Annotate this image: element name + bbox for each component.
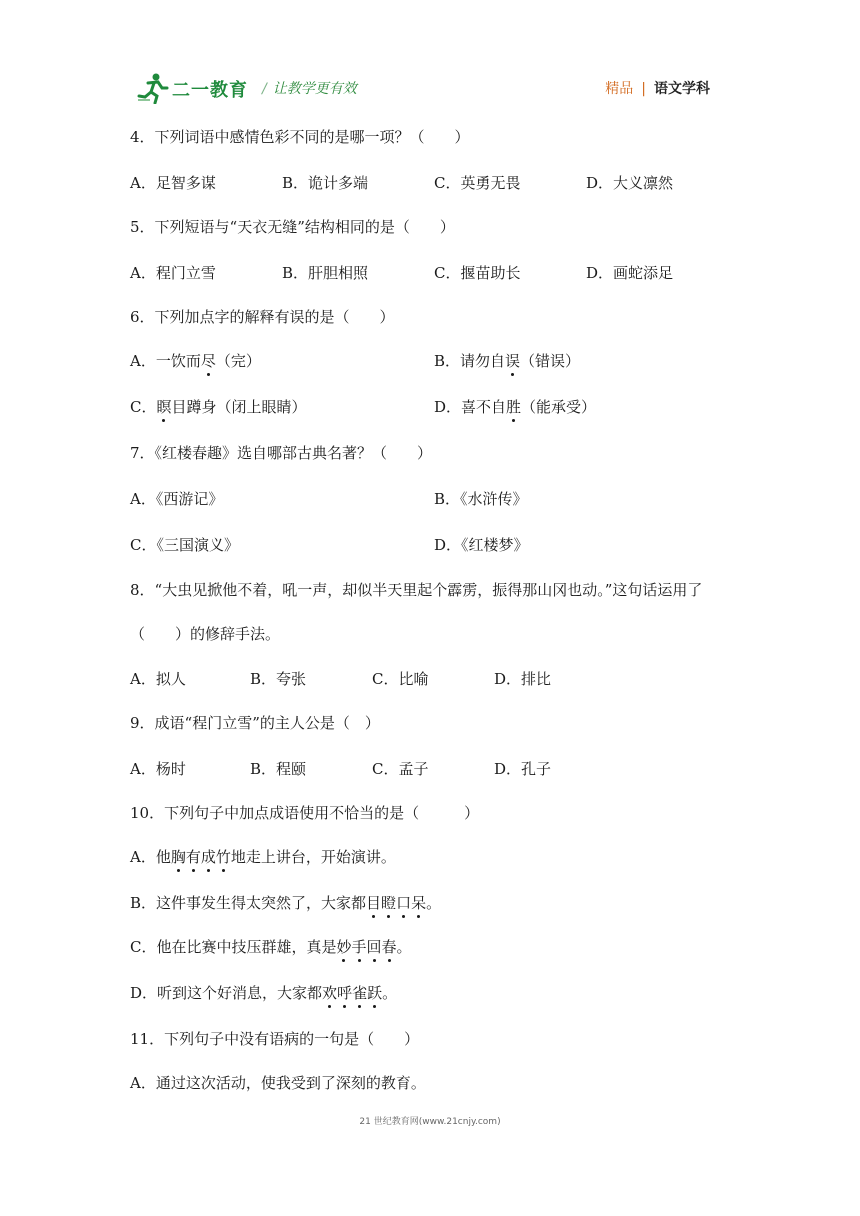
option-text: 。	[396, 938, 412, 956]
option-b: B．诡计多端	[282, 174, 369, 192]
dotted-char: 欢	[322, 984, 338, 1002]
option-b: B．肝胆相照	[282, 264, 369, 282]
tag-divider: |	[641, 81, 646, 97]
option-b: B．《水浒传》	[434, 490, 528, 508]
option-d: D．大义凛然	[586, 174, 674, 192]
question-stem: 7．《红楼春趣》选自哪部古典名著？（ ）	[130, 444, 433, 462]
dotted-idiom	[336, 938, 396, 956]
option-text: （错误）	[520, 352, 581, 370]
question-stem: 5．下列短语与“天衣无缝”结构相同的是（ ）	[130, 218, 455, 236]
option-d: D．孔子	[494, 760, 552, 778]
subject-tag	[605, 78, 710, 98]
dotted-char: 有	[185, 848, 201, 866]
question-stem: 6．下列加点字的解释有误的是（ ）	[130, 308, 395, 326]
slogan-text: 让教学更有效	[272, 81, 357, 97]
logo-text: 二一教育	[172, 80, 248, 101]
question-stem: 11．下列句子中没有语病的一句是（ ）	[130, 1030, 420, 1048]
option-text: （完）	[215, 352, 261, 370]
option-d: D．画蛇添足	[586, 264, 674, 282]
dotted-char: 竹	[215, 848, 231, 866]
option-b	[434, 350, 580, 372]
option-b	[130, 892, 441, 914]
dotted-char: 误	[505, 352, 521, 370]
option-d: D．《红楼梦》	[434, 536, 529, 554]
option-text: A．他	[130, 848, 171, 866]
option-c: C．孟子	[372, 760, 429, 778]
option-text: C．他在比赛中技压群雄，真是	[130, 938, 337, 956]
option-b: B．程颐	[250, 760, 307, 778]
option-text: 。	[382, 984, 398, 1002]
dotted-char: 瞑	[156, 398, 172, 416]
option-c: C．揠苗助长	[434, 264, 521, 282]
slogan	[262, 78, 357, 98]
question-stem: 4．下列词语中感情色彩不同的是哪一项？（ ）	[130, 128, 470, 146]
running-man-icon	[136, 72, 170, 104]
option-a	[130, 846, 396, 868]
quality-tag: 精品	[605, 81, 634, 97]
logo	[136, 72, 246, 104]
dotted-idiom	[322, 984, 382, 1002]
dotted-char: 瞪	[381, 894, 397, 912]
option-d: D．排比	[494, 670, 552, 688]
option-text: 。	[426, 894, 442, 912]
option-text: D．听到这个好消息，大家都	[130, 984, 323, 1002]
dotted-char: 雀	[352, 984, 368, 1002]
option-c: C．比喻	[372, 670, 429, 688]
option-c	[130, 936, 412, 958]
dotted-char: 跃	[367, 984, 383, 1002]
option-text: B．这件事发生得太突然了，大家都	[130, 894, 367, 912]
dotted-idiom	[366, 894, 426, 912]
subject-label: 语文学科	[654, 81, 710, 97]
page-header	[0, 0, 860, 120]
option-text: C．	[130, 398, 157, 416]
dotted-char: 呆	[411, 894, 427, 912]
option-a: A．杨时	[130, 760, 186, 778]
option-a	[130, 350, 261, 372]
option-text: A．一饮而	[130, 352, 201, 370]
option-a: A．足智多谋	[130, 174, 216, 192]
question-stem: 10．下列句子中加点成语使用不恰当的是（ ）	[130, 804, 480, 822]
option-text: （能承受）	[521, 398, 597, 416]
dotted-char: 成	[200, 848, 216, 866]
option-text: 目蹲身（闭上眼睛）	[171, 398, 307, 416]
option-d	[434, 396, 596, 418]
dotted-char: 回	[366, 938, 382, 956]
dotted-char: 目	[366, 894, 382, 912]
page-footer: 21 世纪教育网(www.21cnjy.com)	[359, 1117, 501, 1127]
option-a: A．通过这次活动，使我受到了深刻的教育。	[130, 1074, 426, 1092]
option-b: B．夸张	[250, 670, 307, 688]
dotted-char: 胸	[170, 848, 186, 866]
option-text: 地走上讲台，开始演讲。	[230, 848, 396, 866]
dotted-char: 胜	[506, 398, 522, 416]
option-c: C．英勇无畏	[434, 174, 521, 192]
question-stem: 9．成语“程门立雪”的主人公是（ ）	[130, 714, 380, 732]
option-text: D．喜不自	[434, 398, 507, 416]
question-stem: 8．“大虫见掀他不着，吼一声，却似半天里起个霹雳，振得那山冈也动。”这句话运用了（ ）的修辞手法。	[130, 581, 703, 643]
dotted-char: 妙	[336, 938, 352, 956]
option-text: B．请勿自	[434, 352, 506, 370]
slogan-separator: /	[262, 81, 267, 97]
dotted-idiom	[171, 848, 231, 866]
dotted-char: 春	[381, 938, 397, 956]
option-c: C．《三国演义》	[130, 536, 239, 554]
option-c	[130, 396, 307, 418]
option-d	[130, 982, 397, 1004]
dotted-char: 呼	[337, 984, 353, 1002]
option-a: A．程门立雪	[130, 264, 216, 282]
option-a: A．拟人	[130, 670, 186, 688]
dotted-char: 口	[396, 894, 412, 912]
dotted-char: 尽	[200, 352, 216, 370]
option-a: A．《西游记》	[130, 490, 224, 508]
dotted-char: 手	[351, 938, 367, 956]
